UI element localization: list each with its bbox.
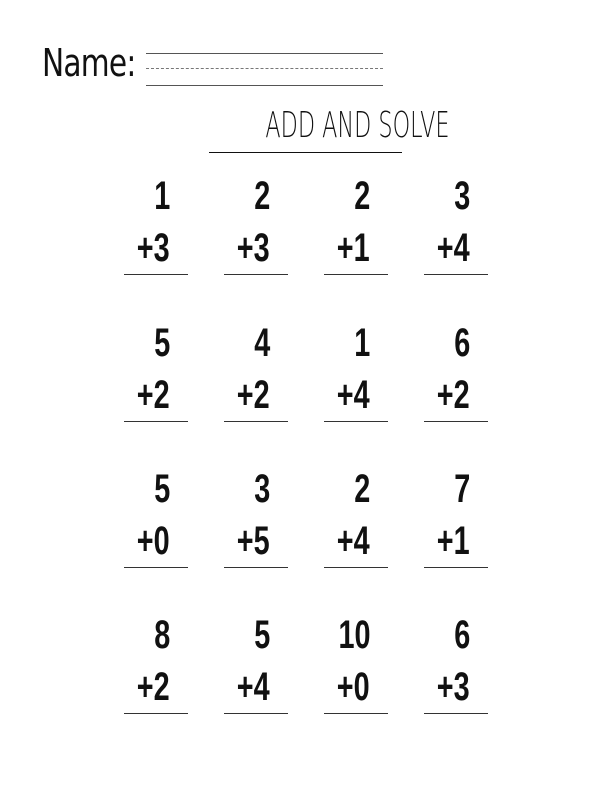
answer-line[interactable] bbox=[224, 567, 288, 568]
name-label: Name: bbox=[42, 41, 136, 85]
addend-bottom: +2 bbox=[137, 665, 170, 709]
worksheet-title: ADD AND SOLVE bbox=[265, 105, 450, 146]
answer-line[interactable] bbox=[224, 274, 288, 275]
addend-bottom: +1 bbox=[337, 226, 370, 270]
problem-2-1 bbox=[124, 323, 188, 423]
addend-bottom: +2 bbox=[437, 373, 470, 417]
addend-top: 1 bbox=[353, 321, 370, 365]
addend-top: 4 bbox=[253, 321, 270, 365]
problem-2-2 bbox=[224, 323, 288, 423]
addend-bottom: +0 bbox=[137, 519, 170, 563]
addend-top: 3 bbox=[453, 174, 470, 218]
addend-bottom: +4 bbox=[437, 226, 470, 270]
problem-2-4 bbox=[424, 323, 488, 423]
problem-3-3 bbox=[324, 469, 388, 569]
answer-line[interactable] bbox=[424, 274, 488, 275]
addend-bottom: +2 bbox=[137, 373, 170, 417]
answer-line[interactable] bbox=[424, 421, 488, 422]
addend-top: 5 bbox=[153, 467, 170, 511]
addend-top: 2 bbox=[353, 174, 370, 218]
addend-bottom: +0 bbox=[337, 665, 370, 709]
problem-4-4 bbox=[424, 615, 488, 715]
problem-4-3 bbox=[324, 615, 388, 715]
answer-line[interactable] bbox=[124, 274, 188, 275]
answer-line[interactable] bbox=[324, 713, 388, 714]
problem-4-1 bbox=[124, 615, 188, 715]
addend-bottom: +3 bbox=[237, 226, 270, 270]
problem-1-4 bbox=[424, 176, 488, 276]
addend-bottom: +1 bbox=[437, 519, 470, 563]
addend-bottom: +2 bbox=[237, 373, 270, 417]
addend-bottom: +5 bbox=[237, 519, 270, 563]
answer-line[interactable] bbox=[224, 421, 288, 422]
problem-4-2 bbox=[224, 615, 288, 715]
addend-bottom: +4 bbox=[337, 519, 370, 563]
addend-top: 1 bbox=[153, 174, 170, 218]
addend-top: 2 bbox=[253, 174, 270, 218]
problem-2-3 bbox=[324, 323, 388, 423]
addend-top: 6 bbox=[453, 613, 470, 657]
addend-top: 7 bbox=[453, 467, 470, 511]
problem-3-2 bbox=[224, 469, 288, 569]
addend-top: 6 bbox=[453, 321, 470, 365]
addend-top: 2 bbox=[353, 467, 370, 511]
problem-3-1 bbox=[124, 469, 188, 569]
answer-line[interactable] bbox=[124, 421, 188, 422]
addend-top: 10 bbox=[337, 613, 370, 657]
addend-top: 5 bbox=[153, 321, 170, 365]
answer-line[interactable] bbox=[324, 274, 388, 275]
answer-line[interactable] bbox=[424, 567, 488, 568]
answer-line[interactable] bbox=[324, 421, 388, 422]
answer-line[interactable] bbox=[424, 713, 488, 714]
answer-line[interactable] bbox=[124, 713, 188, 714]
problem-1-2 bbox=[224, 176, 288, 276]
problem-3-4 bbox=[424, 469, 488, 569]
problem-1-1 bbox=[124, 176, 188, 276]
addend-top: 5 bbox=[253, 613, 270, 657]
problem-1-3 bbox=[324, 176, 388, 276]
addend-bottom: +4 bbox=[237, 665, 270, 709]
addend-top: 8 bbox=[153, 613, 170, 657]
addend-top: 3 bbox=[253, 467, 270, 511]
addend-bottom: +4 bbox=[337, 373, 370, 417]
answer-line[interactable] bbox=[324, 567, 388, 568]
addend-bottom: +3 bbox=[137, 226, 170, 270]
answer-line[interactable] bbox=[224, 713, 288, 714]
addend-bottom: +3 bbox=[437, 665, 470, 709]
answer-line[interactable] bbox=[124, 567, 188, 568]
